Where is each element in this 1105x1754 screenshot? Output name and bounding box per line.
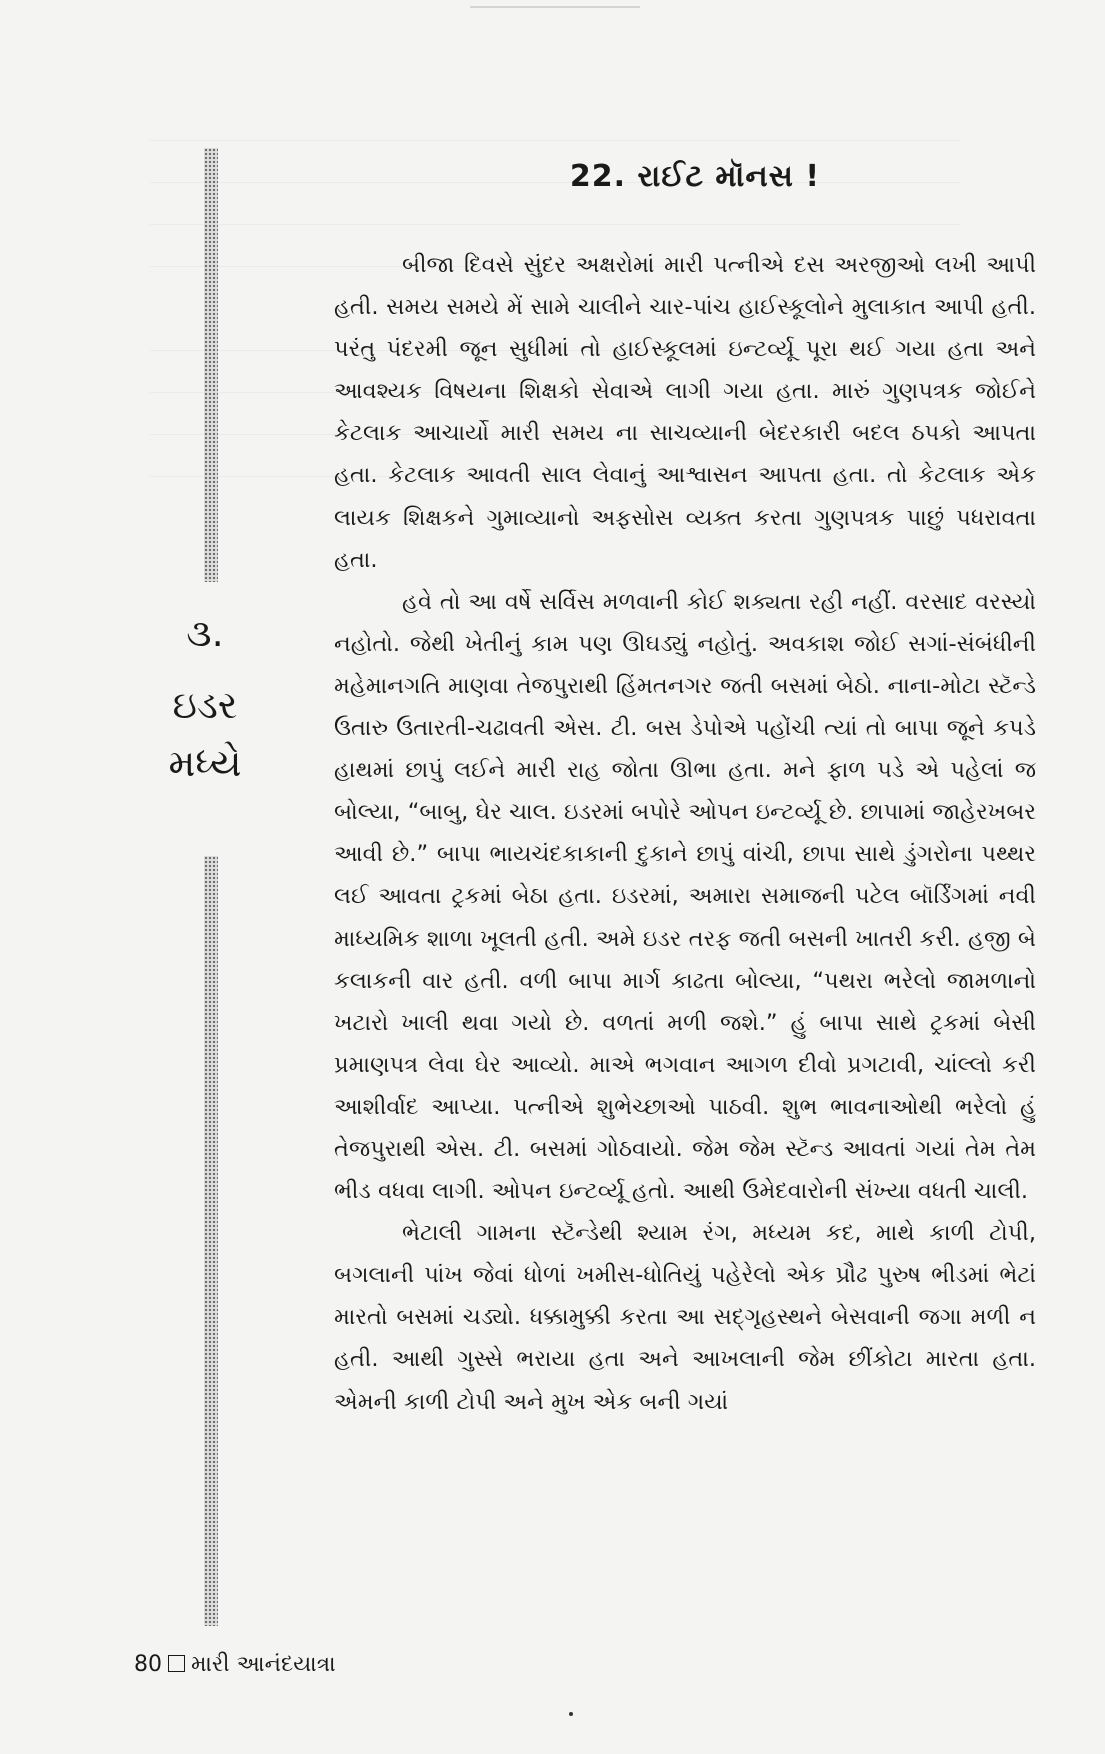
square-separator-icon — [168, 1655, 185, 1672]
show-through-line — [150, 140, 960, 141]
chapter-title — [150, 676, 260, 792]
chapter-title-line-1: ઇડર — [172, 683, 238, 727]
paragraph-2: હવે તો આ વર્ષે સર્વિસ મળવાની કોઈ શક્યતા રહી નહીં. વરસાદ વરસ્યો નહોતો. જેથી ખેતીનું કામ પણ ઊઘડ્યું નહોતું. અવકાશ જોઈ સગાં-સંબંધીની મહેમાનગતિ માણવા તેજપુરાથી હિંમતનગર જતી બસમાં બેઠો. નાના-મોટા સ્ટૅન્ડે ઉતારુ ઉતારતી-ચઢાવતી એસ. ટી. બસ ડેપોએ પહોંચી ત્યાં તો બાપા જૂને કપડે હાથમાં છાપું લઈને મારી રાહ જોતા ઊભા હતા. મને ફાળ પડે એ પહેલાં જ બોલ્યા, “બાબુ, ઘેર ચાલ. ઇડરમાં બપોરે ઓપન ઇન્ટર્વ્યૂ છે. છાપામાં જાહેરખબર આવી છે.” બાપા ભાયચંદકાકાની દુકાને છાપું વાંચી, છાપા સાથે ડુંગરોના પથ્થર લઈ આવતા ટ્રકમાં બેઠા હતા. ઇડરમાં, અમારા સમાજની પટેલ બૉર્ડિંગમાં નવી માધ્યમિક શાળા ખૂલતી હતી. અમે ઇડર તરફ જતી બસની ખાતરી કરી. હજી બે કલાકની વાર હતી. વળી બાપા માર્ગ કાઢતા બોલ્યા, “પથરા ભરેલો જામળાનો ખટારો ખાલી થવા ગયો છે. વળતાં મળી જશે.” હું બાપા સાથે ટ્રકમાં બેસી પ્રમાણપત્ર લેવા ઘેર આવ્યો. માએ ભગવાન આગળ દીવો પ્રગટાવી, ચાંલ્લો કરી આશીર્વાદ આપ્યા. પત્નીએ શુભેચ્છાઓ પાઠવી. શુભ ભાવનાઓથી ભરેલો હું તેજપુરાથી એસ. ટી. બસમાં ગોઠવાયો. જેમ જેમ સ્ટૅન્ડ આવતાં ગયાં તેમ તેમ ભીડ વધવા લાગી. ઓપન ઇન્ટર્વ્યૂ હતો. આથી ઉમેદવારોની સંખ્યા વધતી ચાલી. — [334, 588, 1036, 1205]
chapter-side-rule-bottom — [204, 856, 218, 1626]
book-title: મારી આનંદયાત્રા — [191, 1652, 336, 1677]
body-text — [334, 244, 1036, 1423]
paragraph-3: ભેટાલી ગામના સ્ટૅન્ડેથી શ્યામ રંગ, મધ્યમ કદ, માથે કાળી ટોપી, બગલાની પાંખ જેવાં ધોળાં ખમીસ-ધોતિયું પહેરેલો એક પ્રૌઢ પુરુષ ભીડમાં ભેટાં મારતો બસમાં ચડ્યો. ધક્કામુક્કી કરતા આ સદ્‌ગૃહસ્થને બેસવાની જગા મળી ન હતી. આથી ગુસ્સે ભરાયા હતા અને આખલાની જેમ છીંકોટા મારતા હતા. એમની કાળી ટોપી અને મુખ એક બની ગયાં — [334, 1220, 1036, 1415]
page-footer — [134, 1650, 336, 1680]
chapter-title-line-2: મધ્યે — [168, 741, 242, 785]
page-number: 80 — [134, 1652, 162, 1677]
bottom-dot — [569, 1712, 573, 1716]
show-through-line — [150, 224, 960, 225]
paragraph-1: બીજા દિવસે સુંદર અક્ષરોમાં મારી પત્નીએ દસ અરજીઓ લખી આપી હતી. સમય સમયે મેં સામે ચાલીને ચાર-પાંચ હાઈસ્કૂલોને મુલાકાત આપી હતી. પરંતુ પંદરમી જૂન સુધીમાં તો હાઈસ્કૂલમાં ઇન્ટર્વ્યૂ પૂરા થઈ ગયા હતા અને આવશ્યક વિષયના શિક્ષકો સેવાએ લાગી ગયા હતા. મારું ગુણપત્રક જોઈને કેટલાક આચાર્યો મારી સમય ના સાચવ્યાની બેદરકારી બદલ ઠપકો આપતા હતા. કેટલાક આવતી સાલ લેવાનું આશ્વાસન આપતા હતા. તો કેટલાક એક લાયક શિક્ષકને ગુમાવ્યાનો અફસોસ વ્યક્ત કરતા ગુણપત્રક પાછું પધરાવતા હતા. — [334, 252, 1036, 573]
chapter-number: ૩. — [186, 611, 224, 655]
top-edge-mark — [470, 0, 640, 8]
section-heading: 22. રાઈટ મૉનસ ! — [569, 159, 821, 194]
chapter-side-rule-top — [204, 148, 218, 582]
